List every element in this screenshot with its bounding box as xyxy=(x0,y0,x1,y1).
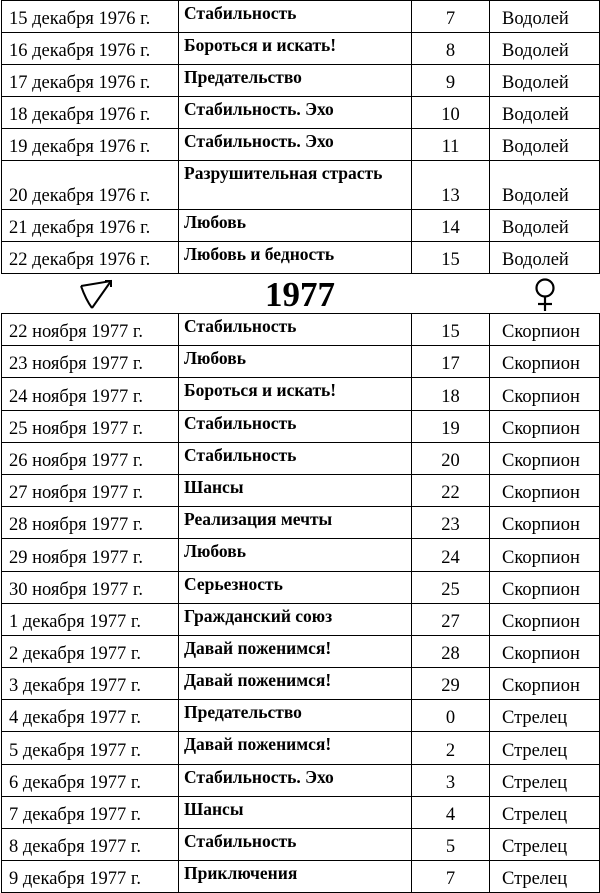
num-cell: 19 xyxy=(412,410,490,442)
num-cell: 27 xyxy=(412,603,490,635)
sign-cell: Скорпион xyxy=(490,378,600,410)
sign-cell: Водолей xyxy=(490,97,600,129)
event-cell: Гражданский союз xyxy=(179,603,412,635)
event-cell: Любовь xyxy=(179,346,412,378)
year-header xyxy=(0,276,600,314)
sign-cell: Стрелец xyxy=(490,829,600,861)
sign-cell: Водолей xyxy=(490,129,600,161)
sign-cell: Стрелец xyxy=(490,796,600,828)
date-cell: 20 декабря 1976 г. xyxy=(2,161,179,210)
date-cell: 7 декабря 1977 г. xyxy=(2,796,179,828)
table-row xyxy=(2,410,600,442)
num-cell: 8 xyxy=(412,33,490,65)
event-cell: Любовь xyxy=(179,210,412,242)
table-row xyxy=(2,539,600,571)
table-row xyxy=(2,635,600,667)
venus-symbol-icon xyxy=(530,277,560,313)
date-cell: 18 декабря 1976 г. xyxy=(2,97,179,129)
num-cell: 4 xyxy=(412,796,490,828)
event-cell: Бороться и искать! xyxy=(179,33,412,65)
event-cell: Предательство xyxy=(179,65,412,97)
event-cell: Стабильность xyxy=(179,410,412,442)
num-cell: 13 xyxy=(412,161,490,210)
sign-cell: Скорпион xyxy=(490,314,600,346)
sign-cell: Стрелец xyxy=(490,700,600,732)
sign-cell: Скорпион xyxy=(490,442,600,474)
table-row xyxy=(2,442,600,474)
event-cell: Шансы xyxy=(179,796,412,828)
table-row xyxy=(2,764,600,796)
date-cell: 25 ноября 1977 г. xyxy=(2,410,179,442)
sign-cell: Скорпион xyxy=(490,571,600,603)
table-row xyxy=(2,668,600,700)
date-cell: 16 декабря 1976 г. xyxy=(2,33,179,65)
sign-cell: Скорпион xyxy=(490,410,600,442)
date-cell: 4 декабря 1977 г. xyxy=(2,700,179,732)
event-cell: Реализация мечты xyxy=(179,507,412,539)
table-row xyxy=(2,314,600,346)
event-cell: Предательство xyxy=(179,700,412,732)
table-row xyxy=(2,97,600,129)
table-1976 xyxy=(1,0,600,274)
event-cell: Любовь xyxy=(179,539,412,571)
event-cell: Стабильность xyxy=(179,314,412,346)
event-cell: Стабильность xyxy=(179,829,412,861)
date-cell: 22 ноября 1977 г. xyxy=(2,314,179,346)
date-cell: 6 декабря 1977 г. xyxy=(2,764,179,796)
table-row xyxy=(2,210,600,242)
table-row xyxy=(2,65,600,97)
date-cell: 1 декабря 1977 г. xyxy=(2,603,179,635)
table-row xyxy=(2,378,600,410)
event-cell: Стабильность. Эхо xyxy=(179,129,412,161)
num-cell: 17 xyxy=(412,346,490,378)
sign-cell: Водолей xyxy=(490,242,600,274)
event-cell: Разрушительная страсть xyxy=(179,161,412,210)
table-row xyxy=(2,507,600,539)
num-cell: 25 xyxy=(412,571,490,603)
table-1976-body xyxy=(2,1,600,274)
num-cell: 20 xyxy=(412,442,490,474)
sign-cell: Стрелец xyxy=(490,732,600,764)
table-row xyxy=(2,796,600,828)
sign-cell: Скорпион xyxy=(490,346,600,378)
event-cell: Любовь и бедность xyxy=(179,242,412,274)
date-cell: 22 декабря 1976 г. xyxy=(2,242,179,274)
date-cell: 9 декабря 1977 г. xyxy=(2,861,179,893)
num-cell: 3 xyxy=(412,764,490,796)
sign-cell: Скорпион xyxy=(490,603,600,635)
sign-cell: Стрелец xyxy=(490,764,600,796)
sign-cell: Водолей xyxy=(490,65,600,97)
event-cell: Стабильность. Эхо xyxy=(179,97,412,129)
table-row xyxy=(2,346,600,378)
table-row xyxy=(2,33,600,65)
num-cell: 0 xyxy=(412,700,490,732)
sign-cell: Водолей xyxy=(490,1,600,33)
date-cell: 17 декабря 1976 г. xyxy=(2,65,179,97)
date-cell: 29 ноября 1977 г. xyxy=(2,539,179,571)
num-cell: 2 xyxy=(412,732,490,764)
num-cell: 7 xyxy=(412,861,490,893)
num-cell: 29 xyxy=(412,668,490,700)
table-row xyxy=(2,161,600,210)
sign-cell: Скорпион xyxy=(490,635,600,667)
event-cell: Шансы xyxy=(179,474,412,506)
event-cell: Стабильность. Эхо xyxy=(179,764,412,796)
num-cell: 7 xyxy=(412,1,490,33)
sign-cell: Водолей xyxy=(490,33,600,65)
table-1977-body xyxy=(2,314,600,893)
event-cell: Бороться и искать! xyxy=(179,378,412,410)
date-cell: 24 ноября 1977 г. xyxy=(2,378,179,410)
date-cell: 15 декабря 1976 г. xyxy=(2,1,179,33)
num-cell: 14 xyxy=(412,210,490,242)
num-cell: 18 xyxy=(412,378,490,410)
num-cell: 24 xyxy=(412,539,490,571)
table-row xyxy=(2,571,600,603)
num-cell: 23 xyxy=(412,507,490,539)
sign-cell: Скорпион xyxy=(490,474,600,506)
table-row xyxy=(2,242,600,274)
num-cell: 9 xyxy=(412,65,490,97)
table-row xyxy=(2,861,600,893)
date-cell: 28 ноября 1977 г. xyxy=(2,507,179,539)
num-cell: 11 xyxy=(412,129,490,161)
sign-cell: Скорпион xyxy=(490,507,600,539)
date-cell: 23 ноября 1977 г. xyxy=(2,346,179,378)
num-cell: 5 xyxy=(412,829,490,861)
table-row xyxy=(2,700,600,732)
sign-cell: Скорпион xyxy=(490,668,600,700)
num-cell: 15 xyxy=(412,242,490,274)
num-cell: 22 xyxy=(412,474,490,506)
num-cell: 28 xyxy=(412,635,490,667)
event-cell: Серьезность xyxy=(179,571,412,603)
date-cell: 27 ноября 1977 г. xyxy=(2,474,179,506)
sign-cell: Скорпион xyxy=(490,539,600,571)
event-cell: Давай поженимся! xyxy=(179,635,412,667)
date-cell: 5 декабря 1977 г. xyxy=(2,732,179,764)
date-cell: 26 ноября 1977 г. xyxy=(2,442,179,474)
table-row xyxy=(2,603,600,635)
event-cell: Давай поженимся! xyxy=(179,732,412,764)
date-cell: 30 ноября 1977 г. xyxy=(2,571,179,603)
sign-cell: Стрелец xyxy=(490,861,600,893)
date-cell: 21 декабря 1976 г. xyxy=(2,210,179,242)
date-cell: 19 декабря 1976 г. xyxy=(2,129,179,161)
table-row xyxy=(2,474,600,506)
event-cell: Стабильность xyxy=(179,1,412,33)
num-cell: 10 xyxy=(412,97,490,129)
table-row xyxy=(2,1,600,33)
table-row xyxy=(2,129,600,161)
sign-cell: Водолей xyxy=(490,161,600,210)
num-cell: 15 xyxy=(412,314,490,346)
table-row xyxy=(2,829,600,861)
event-cell: Стабильность xyxy=(179,442,412,474)
date-cell: 2 декабря 1977 г. xyxy=(2,635,179,667)
table-1977 xyxy=(1,313,600,893)
event-cell: Приключения xyxy=(179,861,412,893)
sign-cell: Водолей xyxy=(490,210,600,242)
year-title: 1977 xyxy=(265,275,335,314)
event-cell: Давай поженимся! xyxy=(179,668,412,700)
date-cell: 3 декабря 1977 г. xyxy=(2,668,179,700)
date-cell: 8 декабря 1977 г. xyxy=(2,829,179,861)
table-row xyxy=(2,732,600,764)
